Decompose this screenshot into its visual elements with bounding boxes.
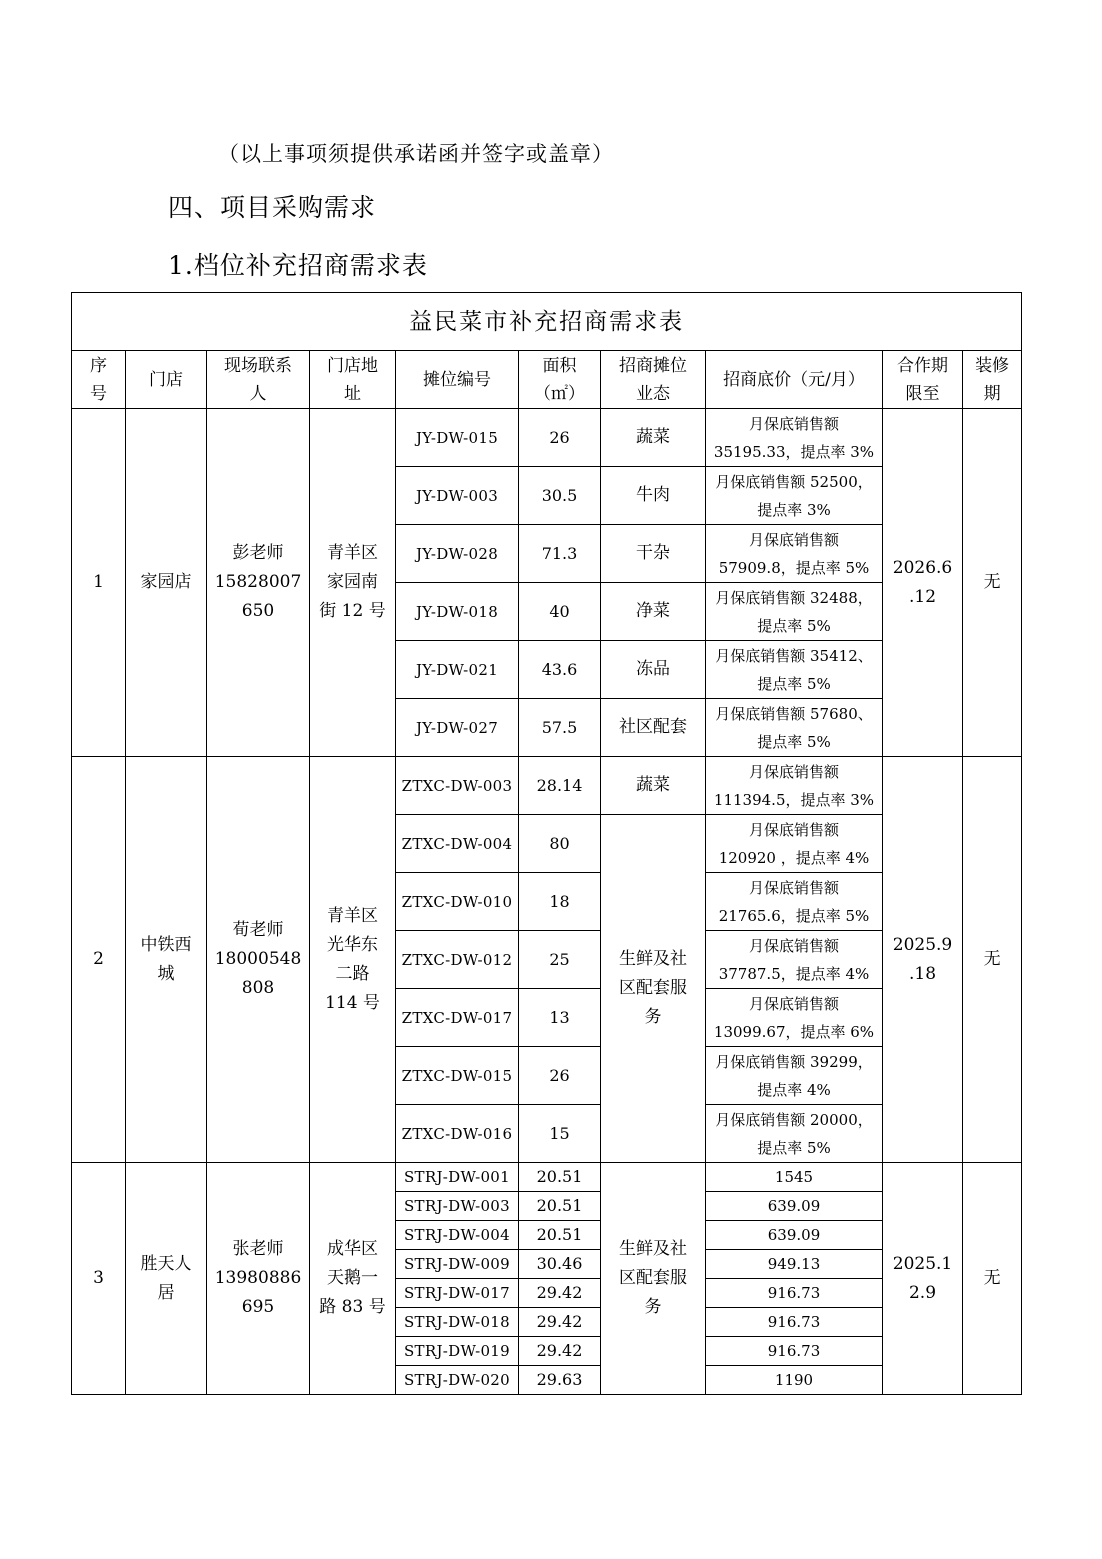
cell-line: 月保底销售额	[748, 936, 839, 955]
stall-code-cell: ZTXC-DW-017	[396, 989, 519, 1047]
cell-line: 月保底销售额	[748, 878, 839, 897]
cell-line: 业态	[636, 383, 670, 404]
term-cell	[883, 409, 963, 757]
cell-line: 门店地	[327, 355, 378, 376]
stall-code-cell: ZTXC-DW-012	[396, 931, 519, 989]
area-cell: 30.5	[519, 467, 601, 525]
cell-line: 现场联系	[224, 355, 292, 376]
header-address	[310, 351, 396, 409]
price-cell: 639.09	[706, 1221, 883, 1250]
cell-line: 提点率 5%	[757, 1138, 831, 1157]
cell-line: 二路	[335, 963, 370, 984]
area-cell: 30.46	[519, 1250, 601, 1279]
table-title: 益民菜市补充招商需求表	[72, 293, 1022, 351]
cell-line: 务	[644, 1297, 662, 1317]
cell-line: 装修	[975, 355, 1010, 376]
cell-line: 光华东	[327, 934, 378, 955]
cell-line: 21765.6，提点率 5%	[718, 906, 870, 925]
price-cell	[706, 815, 883, 873]
stall-code-cell: STRJ-DW-018	[396, 1308, 519, 1337]
cell-line: 2026.6	[892, 557, 953, 578]
recruitment-table	[71, 292, 1022, 1395]
stall-code-cell: ZTXC-DW-015	[396, 1047, 519, 1105]
business-cell: 蔬菜	[601, 757, 706, 815]
address-cell	[310, 409, 396, 757]
store-cell	[126, 757, 207, 1163]
price-cell	[706, 641, 883, 699]
cell-line: 37787.5，提点率 4%	[718, 964, 870, 983]
cell-line: 13099.67，提点率 6%	[713, 1022, 875, 1041]
business-cell	[601, 1163, 706, 1395]
cell-line: 15828007	[214, 572, 302, 592]
cell-line: 路 83 号	[319, 1297, 386, 1317]
cell-line: 2025.9	[892, 934, 953, 955]
cell-line: 月保底销售额 57680、	[715, 704, 873, 723]
cell-line: 808	[241, 978, 275, 998]
stall-code-cell: ZTXC-DW-003	[396, 757, 519, 815]
business-cell	[601, 815, 706, 1163]
price-cell: 639.09	[706, 1192, 883, 1221]
subsection-heading: 1.档位补充招商需求表	[168, 251, 428, 280]
store-cell	[126, 1163, 207, 1395]
cell-line: 务	[644, 1007, 662, 1027]
stall-code-cell: STRJ-DW-004	[396, 1221, 519, 1250]
stall-code-cell: STRJ-DW-003	[396, 1192, 519, 1221]
price-cell	[706, 1105, 883, 1163]
area-cell: 15	[519, 1105, 601, 1163]
cell-line: 月保底销售额 52500，	[715, 472, 873, 491]
header-term	[883, 351, 963, 409]
area-cell: 29.42	[519, 1279, 601, 1308]
cell-line: 序	[90, 355, 107, 376]
area-cell: 43.6	[519, 641, 601, 699]
table-row	[72, 1163, 1022, 1192]
header-renovation	[963, 351, 1022, 409]
business-cell: 干杂	[601, 525, 706, 583]
area-cell: 40	[519, 583, 601, 641]
cell-line: 招商摊位	[619, 355, 687, 376]
cell-line: 35195.33，提点率 3%	[713, 442, 875, 461]
cell-line: 月保底销售额 32488，	[715, 588, 873, 607]
area-cell: 20.51	[519, 1221, 601, 1250]
address-cell	[310, 757, 396, 1163]
cell-line: 月保底销售额	[748, 414, 839, 433]
stall-code-cell: ZTXC-DW-010	[396, 873, 519, 931]
cell-line: 月保底销售额 39299，	[715, 1052, 873, 1071]
cell-line: 期	[983, 383, 1001, 404]
seq-cell: 3	[72, 1163, 126, 1395]
contact-cell	[207, 409, 310, 757]
store-cell	[126, 409, 207, 757]
price-cell: 1545	[706, 1163, 883, 1192]
area-cell: 26	[519, 409, 601, 467]
area-cell: 57.5	[519, 699, 601, 757]
cell-line: 面积	[542, 355, 577, 376]
cell-line: 111394.5，提点率 3%	[713, 790, 875, 809]
cell-line: 2.9	[908, 1282, 937, 1303]
area-cell: 71.3	[519, 525, 601, 583]
renovation-cell: 无	[963, 409, 1022, 757]
cell-line: 提点率 3%	[757, 500, 831, 519]
cell-line: 120920 ，提点率 4%	[718, 848, 870, 867]
cell-line: 生鲜及社	[619, 949, 687, 969]
price-cell	[706, 525, 883, 583]
area-cell: 29.42	[519, 1337, 601, 1366]
cell-line: 生鲜及社	[619, 1239, 687, 1259]
stall-code-cell: JY-DW-003	[396, 467, 519, 525]
cell-line: 人	[249, 383, 267, 404]
price-cell: 916.73	[706, 1308, 883, 1337]
cell-line: 家园店	[140, 572, 192, 592]
price-cell	[706, 699, 883, 757]
cell-line: 胜天人	[140, 1253, 192, 1274]
cell-line: 荀老师	[232, 920, 284, 940]
area-cell: 13	[519, 989, 601, 1047]
area-cell: 28.14	[519, 757, 601, 815]
cell-line: 2025.1	[892, 1253, 953, 1274]
stall-code-cell: JY-DW-021	[396, 641, 519, 699]
seq-cell: 2	[72, 757, 126, 1163]
stall-code-cell: JY-DW-018	[396, 583, 519, 641]
price-cell: 916.73	[706, 1337, 883, 1366]
area-cell: 20.51	[519, 1192, 601, 1221]
header-business	[601, 351, 706, 409]
cell-line: 区配套服	[619, 1268, 687, 1288]
business-cell: 蔬菜	[601, 409, 706, 467]
cell-line: 提点率 5%	[757, 616, 831, 635]
table-row	[72, 757, 1022, 815]
cell-line: 695	[241, 1297, 275, 1317]
price-cell: 949.13	[706, 1250, 883, 1279]
cell-line: 提点率 4%	[757, 1080, 831, 1099]
cell-line: 居	[157, 1282, 175, 1303]
cell-line: 址	[344, 383, 361, 404]
area-cell: 80	[519, 815, 601, 873]
cell-line: 街 12 号	[319, 601, 386, 621]
stall-code-cell: STRJ-DW-020	[396, 1366, 519, 1395]
cell-line: .12	[908, 586, 937, 607]
area-cell: 29.42	[519, 1308, 601, 1337]
area-cell: 25	[519, 931, 601, 989]
cell-line: 提点率 5%	[757, 674, 831, 693]
area-cell: 26	[519, 1047, 601, 1105]
business-cell: 牛肉	[601, 467, 706, 525]
price-cell	[706, 1047, 883, 1105]
stall-code-cell: JY-DW-028	[396, 525, 519, 583]
contact-cell	[207, 757, 310, 1163]
header-price: 招商底价（元/月）	[706, 351, 883, 409]
table-row	[72, 409, 1022, 467]
cell-line: 57909.8，提点率 5%	[718, 558, 870, 577]
area-cell: 20.51	[519, 1163, 601, 1192]
cell-line: 提点率 5%	[757, 732, 831, 751]
renovation-cell: 无	[963, 1163, 1022, 1395]
stall-code-cell: STRJ-DW-001	[396, 1163, 519, 1192]
cell-line: 张老师	[232, 1239, 284, 1259]
header-stall-no: 摊位编号	[396, 351, 519, 409]
stall-code-cell: ZTXC-DW-016	[396, 1105, 519, 1163]
price-cell: 1190	[706, 1366, 883, 1395]
stall-code-cell: STRJ-DW-009	[396, 1250, 519, 1279]
seq-cell: 1	[72, 409, 126, 757]
price-cell	[706, 409, 883, 467]
stall-code-cell: ZTXC-DW-004	[396, 815, 519, 873]
stall-code-cell: JY-DW-027	[396, 699, 519, 757]
address-cell	[310, 1163, 396, 1395]
price-cell	[706, 757, 883, 815]
cell-line: 月保底销售额	[748, 994, 839, 1013]
renovation-cell: 无	[963, 757, 1022, 1163]
cell-line: 成华区	[327, 1239, 378, 1259]
header-area	[519, 351, 601, 409]
area-cell: 29.63	[519, 1366, 601, 1395]
cell-line: 月保底销售额	[748, 530, 839, 549]
cell-line: 13980886	[214, 1268, 302, 1288]
business-cell: 冻品	[601, 641, 706, 699]
stall-code-cell: STRJ-DW-017	[396, 1279, 519, 1308]
cell-line: 月保底销售额	[748, 762, 839, 781]
cell-line: 中铁西	[140, 934, 192, 955]
business-cell: 社区配套	[601, 699, 706, 757]
cell-line: 月保底销售额 35412、	[715, 646, 873, 665]
cell-line: 天鹅一	[327, 1268, 378, 1288]
cell-line: 限至	[905, 383, 940, 404]
cell-line: 家园南	[327, 572, 378, 592]
contact-cell	[207, 1163, 310, 1395]
cell-line: 114 号	[325, 992, 380, 1013]
cell-line: 青羊区	[327, 543, 378, 563]
term-cell	[883, 1163, 963, 1395]
price-cell	[706, 583, 883, 641]
area-cell: 18	[519, 873, 601, 931]
price-cell	[706, 467, 883, 525]
cell-line: 青羊区	[327, 905, 378, 926]
cell-line: 合作期	[897, 355, 948, 376]
stall-code-cell: JY-DW-015	[396, 409, 519, 467]
cell-line: 彭老师	[232, 543, 284, 563]
header-store: 门店	[126, 351, 207, 409]
cell-line: 区配套服	[619, 978, 687, 998]
cell-line: 18000548	[214, 949, 302, 969]
cell-line: .18	[908, 963, 937, 984]
cell-line: 月保底销售额	[748, 820, 839, 839]
price-cell: 916.73	[706, 1279, 883, 1308]
business-cell: 净菜	[601, 583, 706, 641]
header-contact	[207, 351, 310, 409]
header-seq	[72, 351, 126, 409]
cell-line: （㎡）	[534, 383, 585, 404]
commitment-note: （以上事项须提供承诺函并签字或盖章）	[218, 142, 614, 166]
section-heading: 四、项目采购需求	[168, 193, 377, 222]
price-cell	[706, 989, 883, 1047]
cell-line: 城	[157, 963, 175, 984]
cell-line: 650	[241, 601, 275, 621]
term-cell	[883, 757, 963, 1163]
cell-line: 号	[90, 383, 107, 404]
cell-line: 月保底销售额 20000，	[715, 1110, 873, 1129]
stall-code-cell: STRJ-DW-019	[396, 1337, 519, 1366]
price-cell	[706, 931, 883, 989]
price-cell	[706, 873, 883, 931]
